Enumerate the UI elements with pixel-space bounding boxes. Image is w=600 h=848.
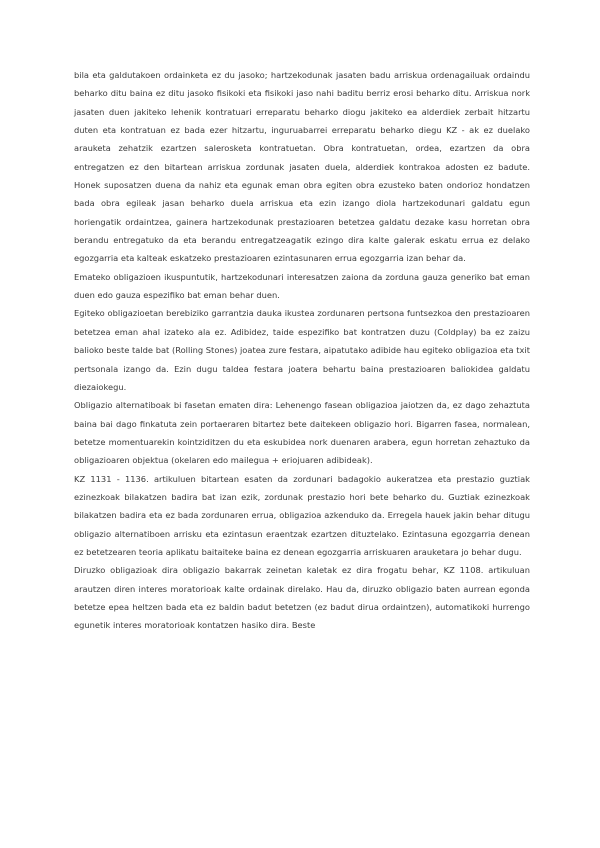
paragraph-risk-delivery: bila eta galdutakoen ordainketa ez du jasoko; hartzekodunak jasaten badu arriskua ordenagailuak ordaindu beharko ditu baina ez ditu jasoko fisikoki eta fisikoki jaso nahi baditu berriz erosi beharko ditu. Arriskua nork jasaten duen jakiteko lehenik kontratuari erreparatu beharko diogu jakiteko ea alderdiek zerbait hitzartu duten eta kontratuan ez bada ezer hitzartu, inguruabarrei erreparatu beharko diegu KZ - ak ez duelako arauketa zehatzik ezartzen salerosketa kontratuetan. Obra kontratuetan, ordea, ezartzen da obra entregatzen ez den bitartean arriskua zordunak jasaten duela, alderdiek kontrakoa adosten ez badute. Honek suposatzen duena da nahiz eta egunak eman obra egiten obra ezusteko baten ondorioz hondatzen bada obra egileak jasan beharko duela arriskua eta ezin izango diola hartzekodunari galdatu egun horiengatik ordaintzea, gainera hartzekodunak prestazioaren betetzea galdatu dezake kasu horretan obra berandu entregatuko da eta berandu entregatzeagatik ezingo dira kalte galerak eskatu errua ez delako egozgarria eta kalteak eskatzeko prestazioaren ezintasunaren errua egozgarria izan behar da.	[74, 70, 530, 264]
document-body	[74, 66, 530, 635]
paragraph-monetary-obligations: Diruzko obligazioak dira obligazio bakarrak zeinetan kaletak ez dira frogatu behar, KZ 1108. artikuluan arautzen diren interes moratorioak kalte ordainak direlako. Hau da, diruzko obligazio baten aurrean egonda betetze epea heltzen bada eta ez baldin badut betetzen (ez badut dirua ordaintzen), automatikoki hurrengo egunetik interes moratorioak kontatzen hasiko dira. Beste	[74, 565, 530, 631]
paragraph-kz-articles: KZ 1131 - 1136. artikuluen bitartean esaten da zordunari badagokio aukeratzea eta prestazio guztiak ezinezkoak bilakatzen badira bat izan ezik, zordunak prestazio hori bete beharko du. Guztiak ezinezkoak bilakatzen badira eta ez bada zordunaren errua, obligazioa azkenduko da. Erregela hauek jakin behar ditugu obligazio alternatiboen arrisku eta ezintasun eraentzak ezartzen dituztelako. Ezintasuna egozgarria denean ez betetzearen teoria aplikatu baitaiteke baina ez denean egozgarria arriskuaren arauketara jo behar dugu.	[74, 473, 530, 557]
paragraph-doing-obligations: Egiteko obligazioetan berebiziko garrantzia dauka ikustea zordunaren pertsona funtsezkoa den prestazioaren betetzea eman ahal izateko ala ez. Adibidez, taide espezifiko bat kontratzen duzu (Coldplay) ba ez zaizu balioko beste talde bat (Rolling Stones) joatea zure festara, aipatutako adibide hau egiteko obligazioa eta txit pertsonala izango da. Ezin dugu taldea festara joatera behartu baina prestazioaren baliokidea galdatu diezaiokegu.	[74, 308, 530, 392]
paragraph-alternative-obligations: Obligazio alternatiboak bi fasetan ematen dira: Lehenengo fasean obligazioa jaiotzen da, ez dago zehaztuta baina bai dago finkatuta zein portaeraren bitartez bete daitekeen obligazio hori. Bigarren fasea, normalean, betetze momentuarekin kointziditzen du eta eskubidea nork duenaren arabera, egun horretan zehaztuko da obligazioaren objektua (okelaren edo mailegua + eriojuaren adibideak).	[74, 400, 530, 466]
paragraph-giving-obligations: Emateko obligazioen ikuspuntutik, hartzekodunari interesatzen zaiona da zorduna gauza generiko bat eman duen edo gauza espezifiko bat eman behar duen.	[74, 271, 530, 301]
